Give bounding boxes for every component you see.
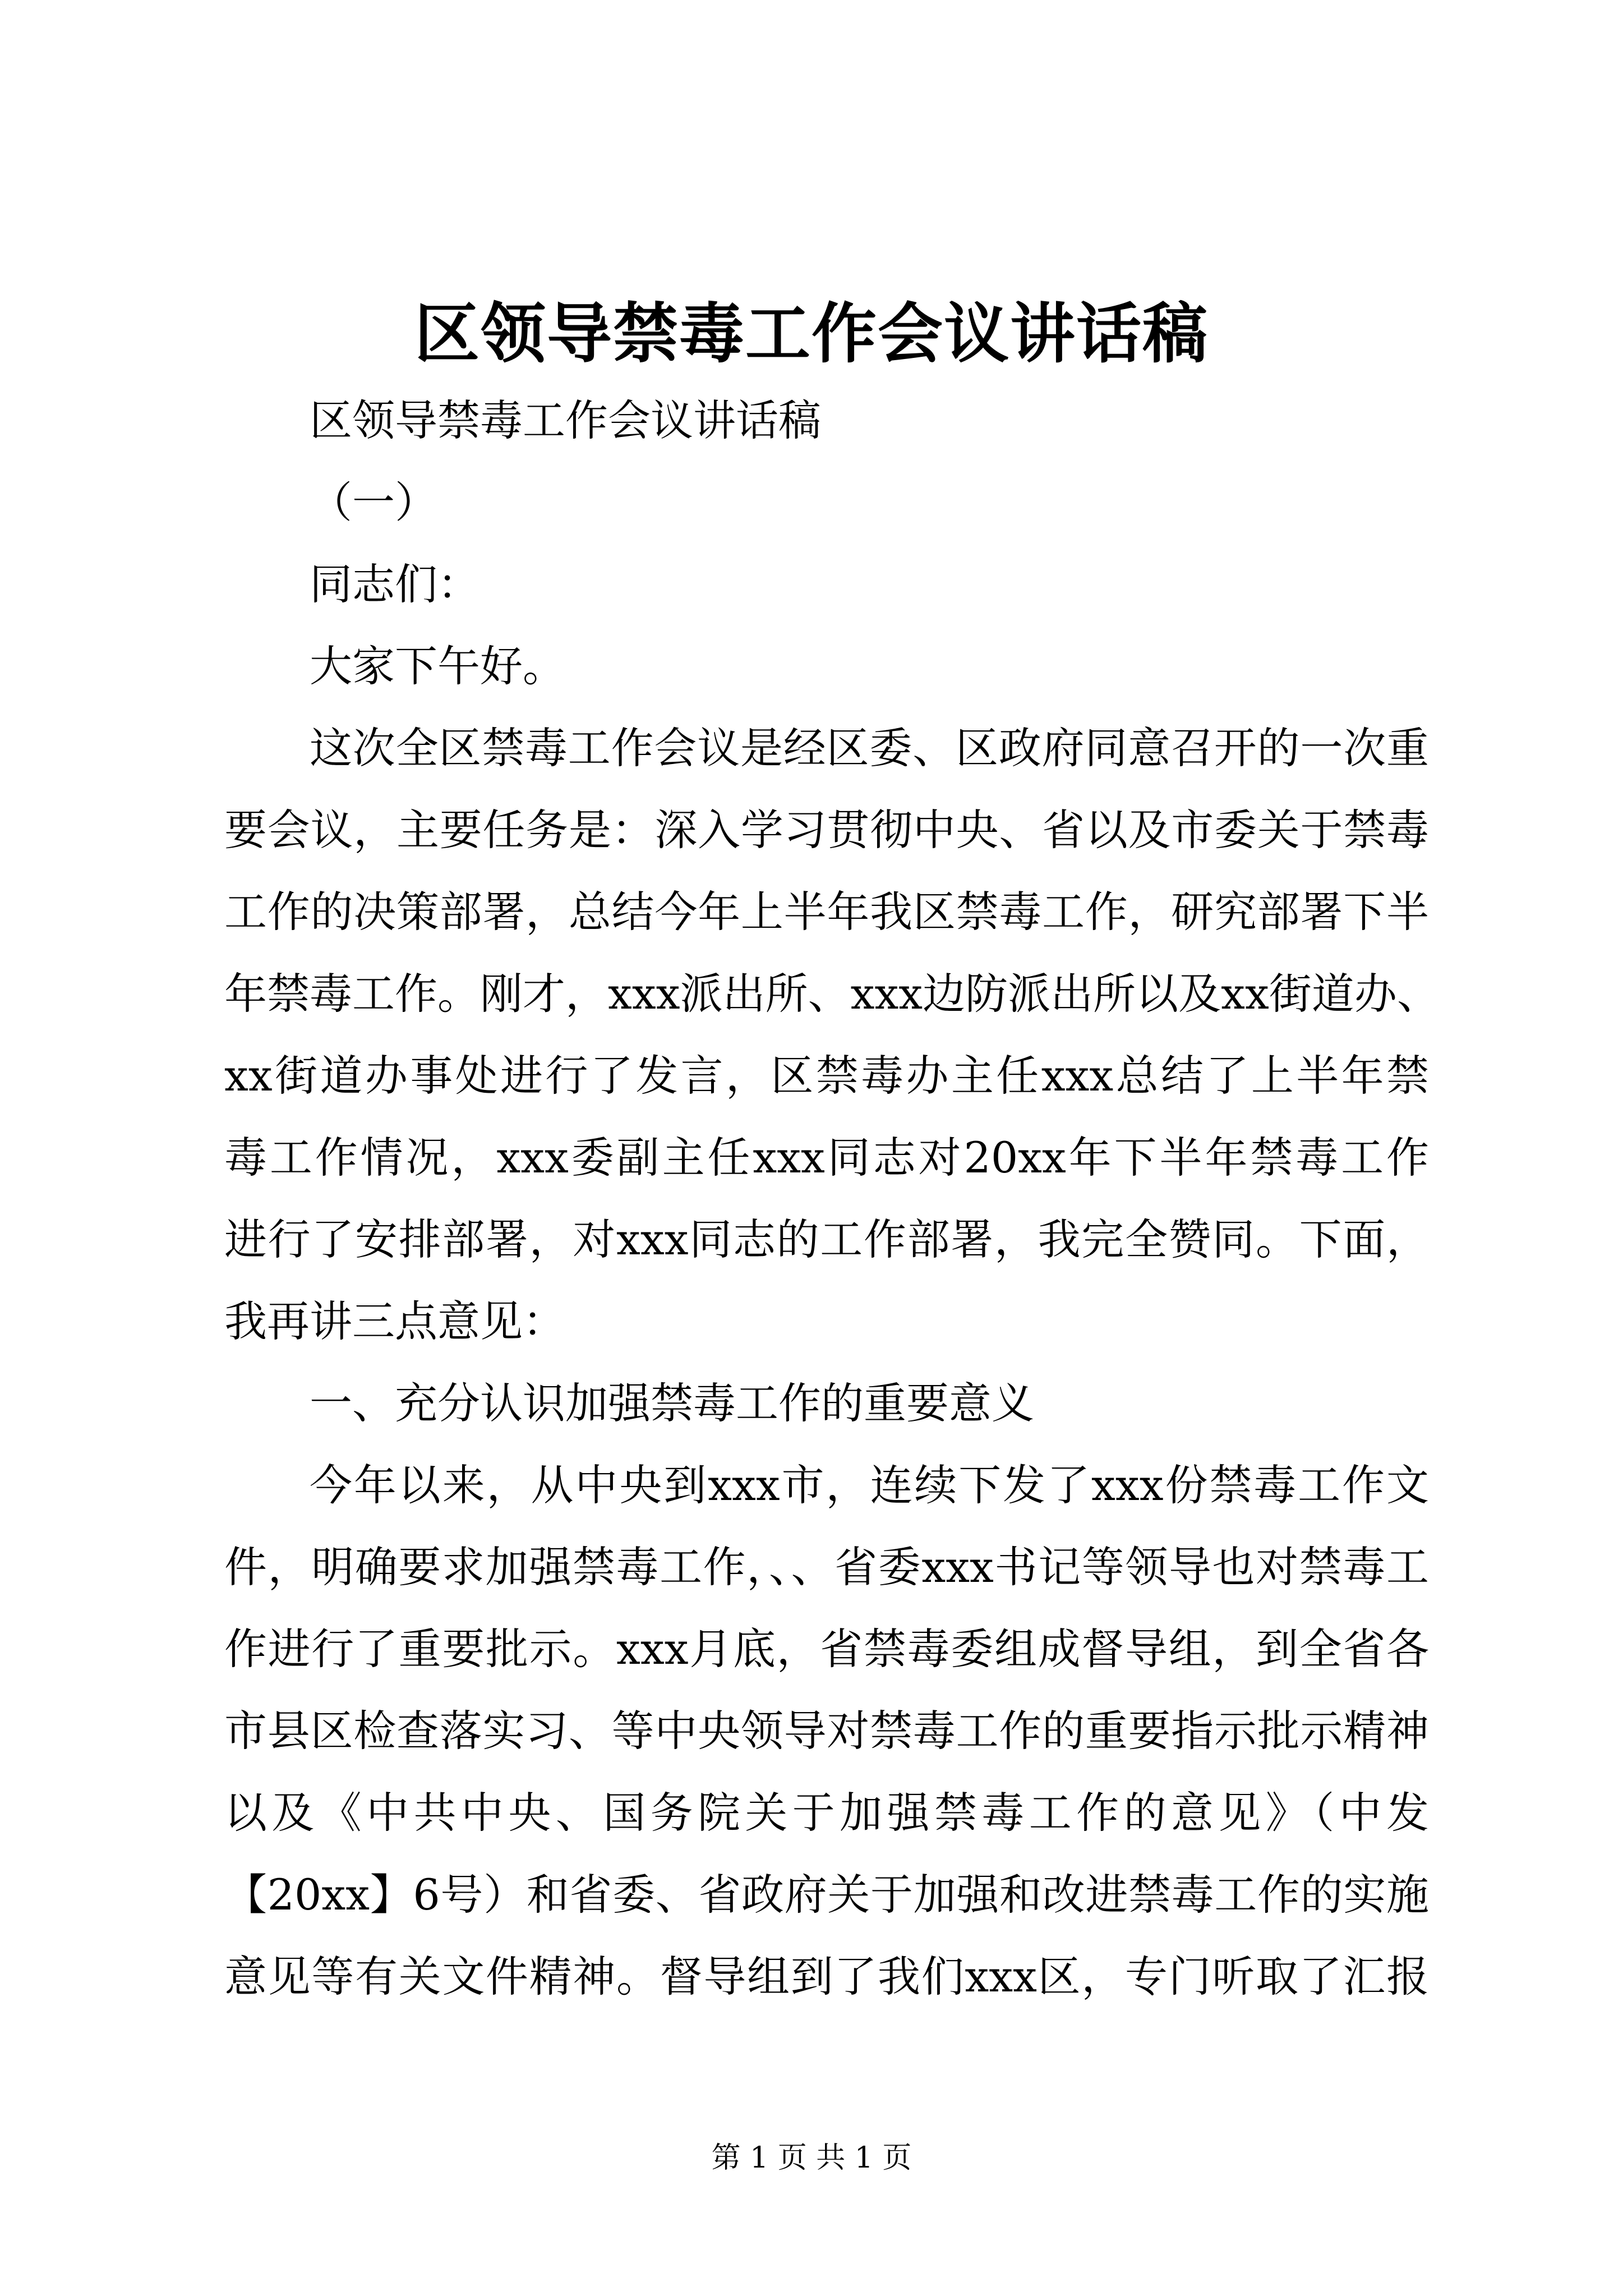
text-line: 毒工作情况，xxx委副主任xxx同志对20xx年下半年禁毒工作 xyxy=(224,1133,1429,1182)
text-line: 工作的决策部署，总结今年上半年我区禁毒工作，研究部署下半 xyxy=(224,887,1429,937)
text-line: 作进行了重要批示。xxx月底，省禁毒委组成督导组，到全省各 xyxy=(224,1624,1429,1674)
paragraph xyxy=(224,544,1429,625)
document-body xyxy=(224,380,1440,2018)
text-line: 以及《中共中央、国务院关于加强禁毒工作的意见》（中发 xyxy=(224,1788,1429,1838)
text-line: 一、充分认识加强禁毒工作的重要意义 xyxy=(310,1378,1034,1428)
text-line: 市县区检查落实习、等中央领导对禁毒工作的重要指示批示精神 xyxy=(224,1706,1429,1756)
document-title: 区领导禁毒工作会议讲话稿 xyxy=(414,296,1209,372)
text-line: 我再讲三点意见： xyxy=(224,1296,565,1346)
page-footer: 第 1 页 共 1 页 xyxy=(711,2141,912,2175)
text-line: 这次全区禁毒工作会议是经区委、区政府同意召开的一次重 xyxy=(310,723,1429,773)
paragraph xyxy=(224,707,1440,1363)
paragraph xyxy=(224,380,1429,462)
paragraph xyxy=(224,462,1429,544)
text-line: 【20xx】6号）和省委、省政府关于加强和改进禁毒工作的实施 xyxy=(224,1870,1429,1920)
text-line: 进行了安排部署，对xxx同志的工作部署，我完全赞同。下面， xyxy=(224,1214,1429,1264)
paragraph xyxy=(224,1444,1429,2018)
text-line: 意见等有关文件精神。督导组到了我们xxx区，专门听取了汇报 xyxy=(224,1952,1429,2001)
text-line: xx街道办事处进行了发言，区禁毒办主任xxx总结了上半年禁 xyxy=(224,1051,1429,1101)
text-line: 大家下午好。 xyxy=(310,641,565,691)
text-line: 今年以来，从中央到xxx市，连续下发了xxx份禁毒工作文 xyxy=(310,1460,1429,1510)
paragraph xyxy=(224,625,1429,707)
paragraph xyxy=(224,1363,1429,1444)
text-line: （一） xyxy=(310,477,437,527)
text-line: 件，明确要求加强禁毒工作，、、省委xxx书记等领导也对禁毒工 xyxy=(224,1542,1429,1592)
text-line: 年禁毒工作。刚才，xxx派出所、xxx边防派出所以及xx街道办、 xyxy=(224,969,1440,1019)
text-line: 同志们： xyxy=(310,559,480,609)
text-line: 要会议，主要任务是：深入学习贯彻中央、省以及市委关于禁毒 xyxy=(224,805,1429,855)
text-line: 区领导禁毒工作会议讲话稿 xyxy=(310,395,821,445)
